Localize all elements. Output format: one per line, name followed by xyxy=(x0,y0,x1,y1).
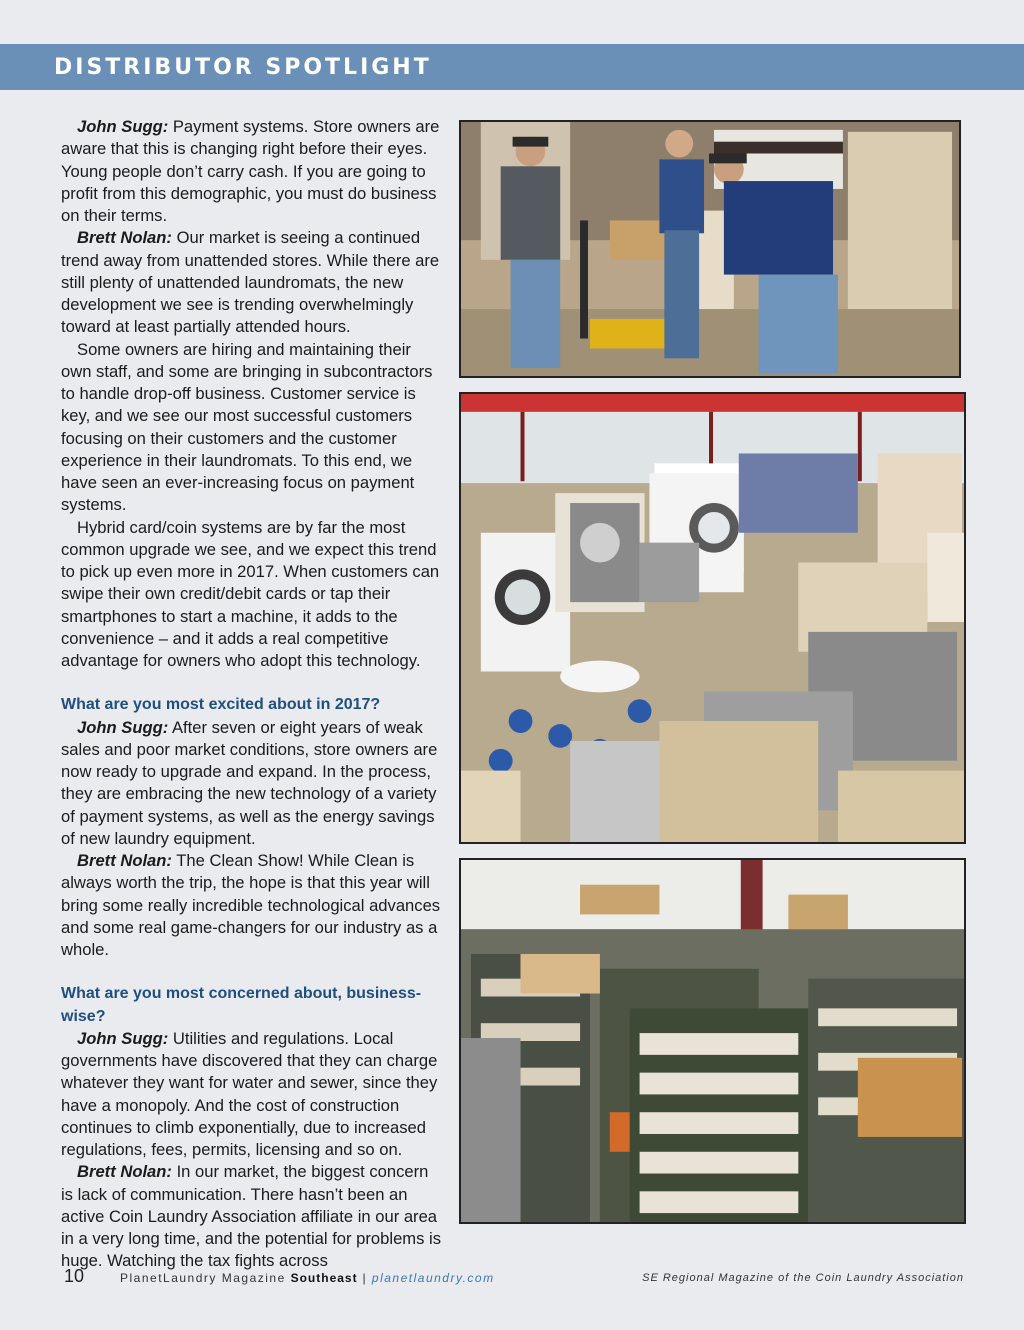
spacer xyxy=(61,961,441,983)
speaker-name: John Sugg: xyxy=(77,1028,169,1048)
magazine-title xyxy=(120,1271,495,1285)
paragraph-8 xyxy=(61,1161,441,1272)
photo-warehouse-equipment xyxy=(459,392,966,844)
footer-separator: | xyxy=(357,1271,372,1285)
magazine-name: PlanetLaundry Magazine xyxy=(120,1271,291,1285)
photo-parts-shelving xyxy=(459,858,966,1224)
paragraph-text: Our market is seeing a continued trend away from unattended stores. While there are still plenty of unattended laundromats, the new development we see is trending overwhelmingly toward at least partially attended hours. xyxy=(61,228,440,337)
paragraph-text: Payment systems. Store owners are aware that this is changing right before their eyes. Young people don’t carry cash. If you are going to profit from this demographic, you must do business on their terms. xyxy=(61,117,440,225)
paragraph-5 xyxy=(61,717,441,851)
paragraph-text: Utilities and regulations. Local governments have discovered that they can charge whatever they want for water and sewer, since they have a monopoly. And the cost of construction continues to climb exponentially, due to increased regulations, fees, permits, licensing and so on. xyxy=(61,1028,438,1159)
paragraph-text: In our market, the biggest concern is lack of communication. There hasn’t been an active Coin Laundry Association affiliate in our area in a very long time, and the potential for problems is huge. Watching the tax fights across xyxy=(61,1162,442,1271)
website-link[interactable]: planetlaundry.com xyxy=(371,1271,495,1285)
paragraph-1 xyxy=(61,116,441,227)
paragraph-text: After seven or eight years of weak sales and poor market conditions, store owners are now ready to upgrade and expand. In the process, they are embracing the new technology of a variety of payment systems, as well as the energy savings of new laundry equipment. xyxy=(61,717,438,848)
paragraph-4: Hybrid card/coin systems are by far the most common upgrade we see, and we expect this trend to pick up even more in 2017. When customers can swipe their own credit/debit cards or tap their smartphones to start a machine, it adds to the convenience – and it adds a real competitive advantage for owners who adopt this technology. xyxy=(61,517,440,670)
speaker-name: Brett Nolan: xyxy=(77,1162,172,1182)
speaker-name: Brett Nolan: xyxy=(77,228,172,248)
section-banner xyxy=(0,44,1024,90)
footer-tagline: SE Regional Magazine of the Coin Laundry Association xyxy=(642,1272,964,1284)
photo-men-moving-dryer xyxy=(459,120,961,378)
page-footer xyxy=(0,1266,1024,1290)
magazine-region: Southeast xyxy=(290,1271,358,1285)
question-heading: What are you most excited about in 2017? xyxy=(61,696,381,714)
speaker-name: Brett Nolan: xyxy=(77,851,172,870)
paragraph-2 xyxy=(61,227,441,338)
paragraph-6 xyxy=(61,850,441,961)
paragraph-7 xyxy=(61,1028,441,1162)
speaker-name: John Sugg: xyxy=(77,717,169,737)
question-heading: What are you most concerned about, business-wise? xyxy=(61,985,422,1025)
spacer xyxy=(61,672,441,694)
speaker-name: John Sugg: xyxy=(77,117,169,136)
paragraph-3: Some owners are hiring and maintaining their own staff, and some are bringing in subcontractors to handle drop-off business. Customer service is key, and we see our most successful customers focusing on their customers and the customer experience in their laundromats. To this end, we have seen an ever-increasing focus on payment systems. xyxy=(61,339,433,515)
section-title: DISTRIBUTOR SPOTLIGHT xyxy=(54,55,432,80)
article-column xyxy=(61,116,441,1273)
paragraph-text: The Clean Show! While Clean is always worth the trip, the hope is that this year will bring some really incredible technological advances and some real game-changers for our industry as a whole. xyxy=(61,851,441,959)
page-number: 10 xyxy=(64,1266,85,1286)
